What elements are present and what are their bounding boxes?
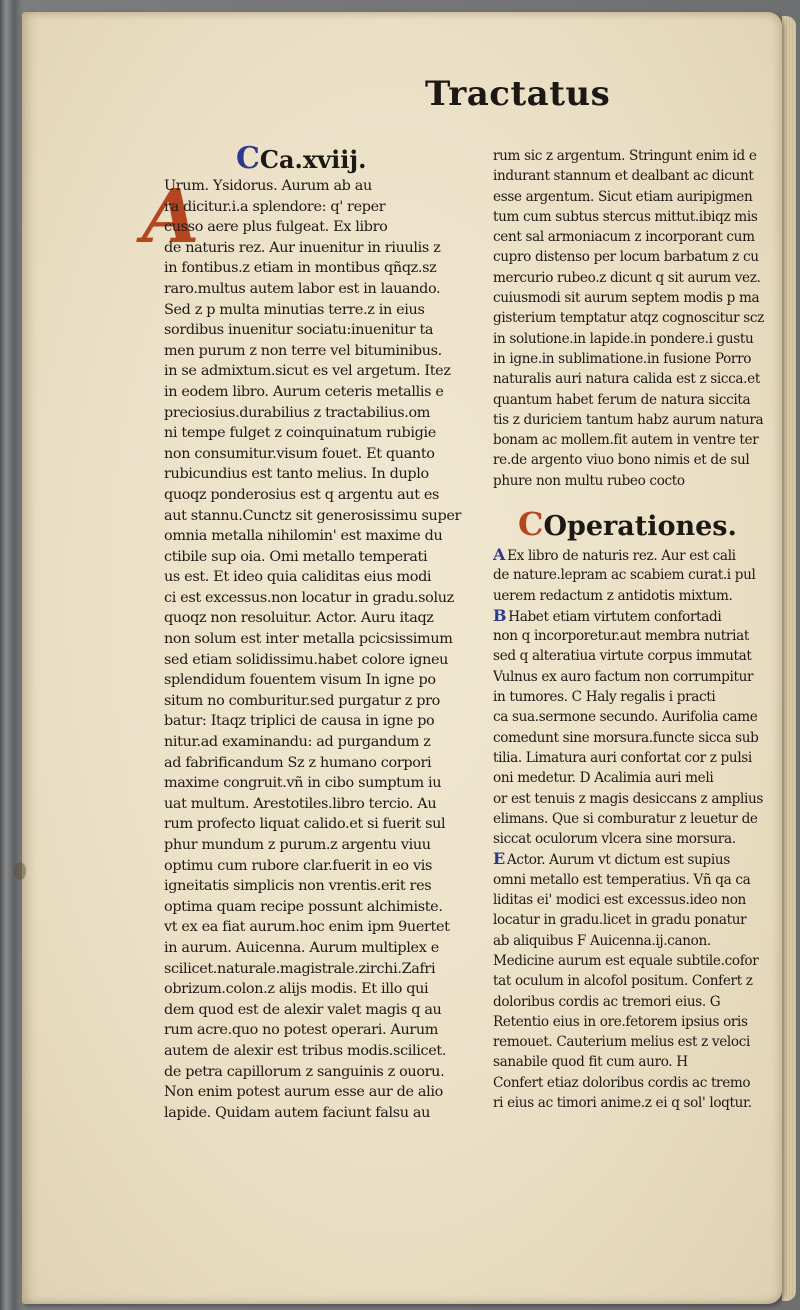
text-line: optima quam recipe possunt alchimiste. bbox=[164, 898, 443, 915]
text-line: rum profecto liquat calido.et si fuerit sul bbox=[164, 816, 446, 833]
text-line: tum cum subtus stercus mittut.ibiqz mis bbox=[493, 208, 758, 225]
right-column-top bbox=[493, 146, 771, 491]
paragraph-mark-icon: C bbox=[518, 505, 544, 543]
text-line: in aurum. Auicenna. Aurum multiplex e bbox=[164, 939, 439, 956]
page-edge bbox=[782, 16, 796, 1301]
running-header: Tractatus bbox=[425, 74, 611, 114]
text-line: cuiusmodi sit aurum septem modis p ma bbox=[493, 290, 760, 307]
line-text: or est tenuis z magis desiccans z amplius bbox=[493, 790, 764, 807]
text-line: phur mundum z purum.z argentu viuu bbox=[164, 837, 431, 853]
text-line: scilicet.naturale.magistrale.zirchi.Zafri bbox=[164, 960, 436, 977]
line-text: Habet etiam virtutem confortadi bbox=[508, 608, 722, 625]
text-line bbox=[493, 829, 771, 849]
text-line: preciosius.durabilius z tractabilius.om bbox=[164, 404, 431, 421]
text-line: optimu cum rubore clar.fuerit in eo vis bbox=[164, 857, 433, 874]
text-line: de naturis rez. Aur inuenitur in riuulis z bbox=[164, 239, 441, 256]
text-line: mercurio rubeo.z dicunt q sit aurum vez. bbox=[493, 269, 761, 286]
text-line bbox=[493, 545, 771, 565]
text-line bbox=[493, 1032, 771, 1052]
text-line: rubicundius est tanto melius. In duplo bbox=[164, 466, 429, 483]
paragraph-mark-icon: C bbox=[236, 141, 260, 176]
text-line bbox=[493, 849, 771, 869]
line-text: locatur in gradu.licet in gradu ponatur bbox=[493, 912, 747, 929]
line-text: Medicine aurum est equale subtile.cofor bbox=[493, 952, 759, 969]
text-line bbox=[493, 768, 771, 788]
text-line bbox=[493, 626, 771, 646]
text-line: cupro distenso per locum barbatum z cu bbox=[493, 249, 759, 266]
text-line: gisterium temptatur atqz cognoscitur scz bbox=[493, 310, 764, 327]
text-line: indurant stannum et dealbant ac dicunt bbox=[493, 168, 754, 185]
text-line: maxime congruit.vñ in cibo sumptum iu bbox=[164, 775, 442, 792]
section-title: Operationes. bbox=[543, 511, 737, 542]
text-line: in se admixtum.sicut es vel argetum. Itez bbox=[164, 363, 451, 380]
text-line bbox=[493, 992, 771, 1012]
text-line bbox=[493, 606, 771, 626]
text-line: batur: Itaqz triplici de causa in igne po bbox=[164, 713, 435, 730]
line-text: ab aliquibus F Auicenna.ij.canon. bbox=[493, 932, 711, 949]
text-line bbox=[493, 667, 771, 687]
text-line: in igne.in sublimatione.in fusione Porro bbox=[493, 350, 752, 367]
text-line bbox=[493, 1073, 771, 1093]
text-line: dem quod est de alexir valet magis q au bbox=[164, 1001, 442, 1018]
text-line: cent sal armoniacum z incorporant cum bbox=[493, 229, 755, 246]
line-text: in tumores. C Haly regalis i practi bbox=[493, 689, 716, 706]
text-line: ctibile sup oia. Omi metallo temperati bbox=[164, 548, 428, 565]
line-text: doloribus cordis ac tremori eius. G bbox=[493, 993, 721, 1010]
text-line: omnia metalla nihilomin' est maxime du bbox=[164, 528, 443, 545]
line-text: remouet. Cauterium melius est z veloci bbox=[493, 1034, 750, 1051]
text-line: Urum. Ysidorus. Aurum ab au bbox=[164, 178, 372, 194]
margin-letter: B bbox=[493, 605, 507, 625]
text-line: Non enim potest aurum esse aur de alio bbox=[164, 1084, 443, 1101]
line-text: non q incorporetur.aut membra nutriat bbox=[493, 628, 749, 645]
text-line: bonam ac mollem.fit autem in ventre ter bbox=[493, 432, 759, 449]
text-line: in fontibus.z etiam in montibus qñqz.sz bbox=[164, 260, 437, 277]
text-line bbox=[493, 687, 771, 707]
text-line: vt ex ea fiat aurum.hoc enim ipm 9uertet bbox=[164, 919, 450, 936]
text-line: splendidum fouentem visum In igne po bbox=[164, 672, 436, 689]
line-text: tilia. Limatura auri confortat cor z pulsi bbox=[493, 749, 752, 766]
text-line bbox=[493, 931, 771, 951]
text-line: autem de alexir est tribus modis.scilicet. bbox=[164, 1042, 447, 1059]
line-text: comedunt sine morsura.functe sicca sub bbox=[493, 729, 759, 746]
text-line: quoqz non resoluitur. Actor. Auru itaqz bbox=[164, 610, 434, 627]
text-line: situm no comburitur.sed purgatur z pro bbox=[164, 692, 440, 709]
text-line: rum acre.quo no potest operari. Aurum bbox=[164, 1022, 439, 1039]
line-text: oni medetur. D Acalimia auri meli bbox=[493, 770, 714, 787]
text-line: uat multum. Arestotiles.libro tercio. Au bbox=[164, 795, 437, 812]
decorated-initial: A bbox=[142, 174, 200, 260]
text-line: non consumitur.visum fouet. Et quanto bbox=[164, 445, 435, 462]
text-line bbox=[493, 748, 771, 768]
line-text: Ex libro de naturis rez. Aur est cali bbox=[507, 548, 736, 564]
line-text: de nature.lepram ac scabiem curat.i pul bbox=[493, 567, 756, 584]
text-line: obrizum.colon.z alijs modis. Et illo qui bbox=[164, 981, 429, 998]
line-text: sed q alteratiua virtute corpus immutat bbox=[493, 648, 752, 665]
text-line bbox=[493, 586, 771, 606]
chapter-heading bbox=[236, 141, 366, 176]
margin-letter: A bbox=[493, 545, 506, 564]
text-line: raro.multus autem labor est in lauando. bbox=[164, 280, 441, 297]
text-line: igneitatis simplicis non vrentis.erit res bbox=[164, 878, 432, 895]
text-line bbox=[493, 707, 771, 727]
line-text: liditas ei' modici est excessus.ideo non bbox=[493, 892, 746, 909]
text-line: nitur.ad examinandu: ad purgandum z bbox=[164, 734, 431, 751]
text-line: sordibus inuenitur sociatu:inuenitur ta bbox=[164, 322, 434, 339]
text-line: ra dicitur.i.a splendore: q' reper bbox=[164, 198, 386, 215]
text-line: re.de argento viuo bono nimis et de sul bbox=[493, 452, 750, 469]
text-line: esse argentum. Sicut etiam auripigmen bbox=[493, 188, 753, 205]
text-line: quoqz ponderosius est q argentu aut es bbox=[164, 486, 440, 503]
line-text: elimans. Que si comburatur z leuetur de bbox=[493, 810, 758, 827]
text-line bbox=[493, 728, 771, 748]
text-line: ad fabrificandum Sz z humano corpori bbox=[164, 754, 432, 771]
text-line: men purum z non terre vel bituminibus. bbox=[164, 342, 442, 359]
line-text: ca sua.sermone secundo. Aurifolia came bbox=[493, 709, 758, 726]
line-text: uerem redactum z antidotis mixtum. bbox=[493, 587, 733, 604]
text-line: rum sic z argentum. Stringunt enim id e bbox=[493, 148, 757, 164]
text-line: cusso aere plus fulgeat. Ex libro bbox=[164, 219, 388, 236]
text-line: tis z duriciem tantum habz aurum natura bbox=[493, 411, 764, 428]
line-text: sanabile quod fit cum auro. H bbox=[493, 1054, 688, 1071]
text-line bbox=[493, 1093, 771, 1113]
text-line bbox=[493, 1052, 771, 1072]
text-line bbox=[493, 565, 771, 585]
line-text: siccat oculorum vlcera sine morsura. bbox=[493, 831, 736, 848]
text-line: non solum est inter metalla pcicsissimum bbox=[164, 631, 453, 648]
text-line: us est. Et ideo quia caliditas eius modi bbox=[164, 569, 432, 586]
line-text: ri eius ac timori anime.z ei q sol' loqtur. bbox=[493, 1095, 752, 1112]
line-text: Retentio eius in ore.fetorem ipsius oris bbox=[493, 1013, 748, 1030]
text-line bbox=[493, 971, 771, 991]
text-line: aut stannu.Cunctz sit generosissimu super bbox=[164, 507, 462, 524]
line-text: Actor. Aurum vt dictum est supius bbox=[506, 852, 730, 869]
text-line: sed etiam solidissimu.habet colore igneu bbox=[164, 651, 449, 668]
text-line: ci est excessus.non locatur in gradu.soluz bbox=[164, 589, 454, 606]
text-line: naturalis auri natura calida est z sicca.et bbox=[493, 371, 760, 388]
text-line: phure non multu rubeo cocto bbox=[493, 472, 685, 489]
text-line: in eodem libro. Aurum ceteris metallis e bbox=[164, 383, 444, 400]
text-line bbox=[493, 646, 771, 666]
text-line: de petra capillorum z sanguinis z ouoru. bbox=[164, 1063, 445, 1080]
text-line bbox=[493, 910, 771, 930]
line-text: Confert etiaz doloribus cordis ac tremo bbox=[493, 1074, 751, 1091]
line-text: omni metallo est temperatius. Vñ qa ca bbox=[493, 871, 751, 888]
text-line bbox=[493, 809, 771, 829]
right-column-operations bbox=[493, 545, 771, 1113]
text-line bbox=[493, 870, 771, 890]
text-line: lapide. Quidam autem faciunt falsu au bbox=[164, 1104, 431, 1121]
chapter-title: Ca.xviij. bbox=[259, 145, 367, 174]
text-line: in solutione.in lapide.in pondere.i gustu bbox=[493, 330, 754, 347]
text-line bbox=[493, 951, 771, 971]
text-line: ni tempe fulget z coinquinatum rubigie bbox=[164, 425, 436, 442]
ink-blot bbox=[14, 862, 26, 880]
text-line bbox=[493, 1012, 771, 1032]
text-line bbox=[493, 890, 771, 910]
line-text: Vulnus ex auro factum non corrumpitur bbox=[493, 668, 754, 685]
right-column bbox=[493, 146, 771, 491]
line-text: tat oculum in alcofol positum. Confert z bbox=[493, 973, 753, 990]
text-line bbox=[493, 789, 771, 809]
text-line: quantum habet ferum de natura siccita bbox=[493, 391, 751, 408]
text-line: Sed z p multa minutias terre.z in eius bbox=[164, 301, 425, 318]
margin-letter: E bbox=[493, 849, 505, 869]
section-heading bbox=[518, 505, 737, 543]
left-column bbox=[164, 176, 462, 1123]
